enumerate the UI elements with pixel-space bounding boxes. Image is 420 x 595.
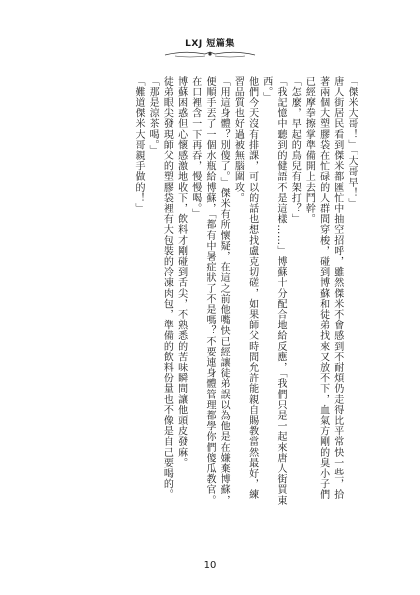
paragraph: 「怎麼，早起的鳥兒有架打？」 bbox=[289, 76, 301, 225]
paragraph: 他們今天沒有排課，可以的話也想找盧克切磋，如果師父時間允許能親自賜教當然最好，練習品質也好過被無腦圍攻。 bbox=[232, 76, 258, 500]
paragraph: 「傑米大哥！」「大哥早！」 bbox=[346, 76, 357, 209]
page-number: 10 bbox=[203, 560, 217, 571]
paragraph: 「那是涼茶喝。」 bbox=[147, 76, 159, 156]
vertical-text-body bbox=[58, 76, 358, 506]
paragraph: 「我記憶中聽到的健語不是這樣……」博蘇十分配合地給反應，「我們只是一起來唐人街買東西。」 bbox=[260, 76, 286, 506]
decorative-divider-icon bbox=[160, 48, 260, 60]
paragraph: 「難道傑米大哥親手做的！」 bbox=[132, 76, 144, 214]
paragraph: 「用這身體？別傻了。」傑米有所懷疑，在這之前他嘴快已經讓徒弟誤以為他是在嫌棄博蘇，便順手丟了一個水瓶給博蘇，「都有中暑症狀了不是嗎？不要連身體管理都學你們傻瓜教官。在口裡含一下再吞，慢慢喝。」 bbox=[189, 76, 230, 506]
book-title: LXJ 短篇集 bbox=[185, 39, 235, 49]
paragraph: 徒弟眼尖發現師父的塑膠袋裡有大包裝的冷凍肉包，準備的飲料份量也不像是自己要喝的。 bbox=[161, 76, 173, 500]
paragraph: 博蘇困惑但心懷感激地收下，飲料才剛碰到舌尖，不熟悉的苦味瞬間讓他頭皮發麻。 bbox=[175, 76, 187, 469]
paragraph: 唐人街居民看到傑米都匯忙中抽空招呼，雖然傑米不會感到不耐煩仍走得比平常快一些，拾著兩個大塑膠袋在忙碌的人群間穿梭，碰到博蘇和徒弟找來又放不下，血氣方剛的臭小子們已經摩拳擦掌準備開上去鬥幹。 bbox=[303, 76, 343, 500]
